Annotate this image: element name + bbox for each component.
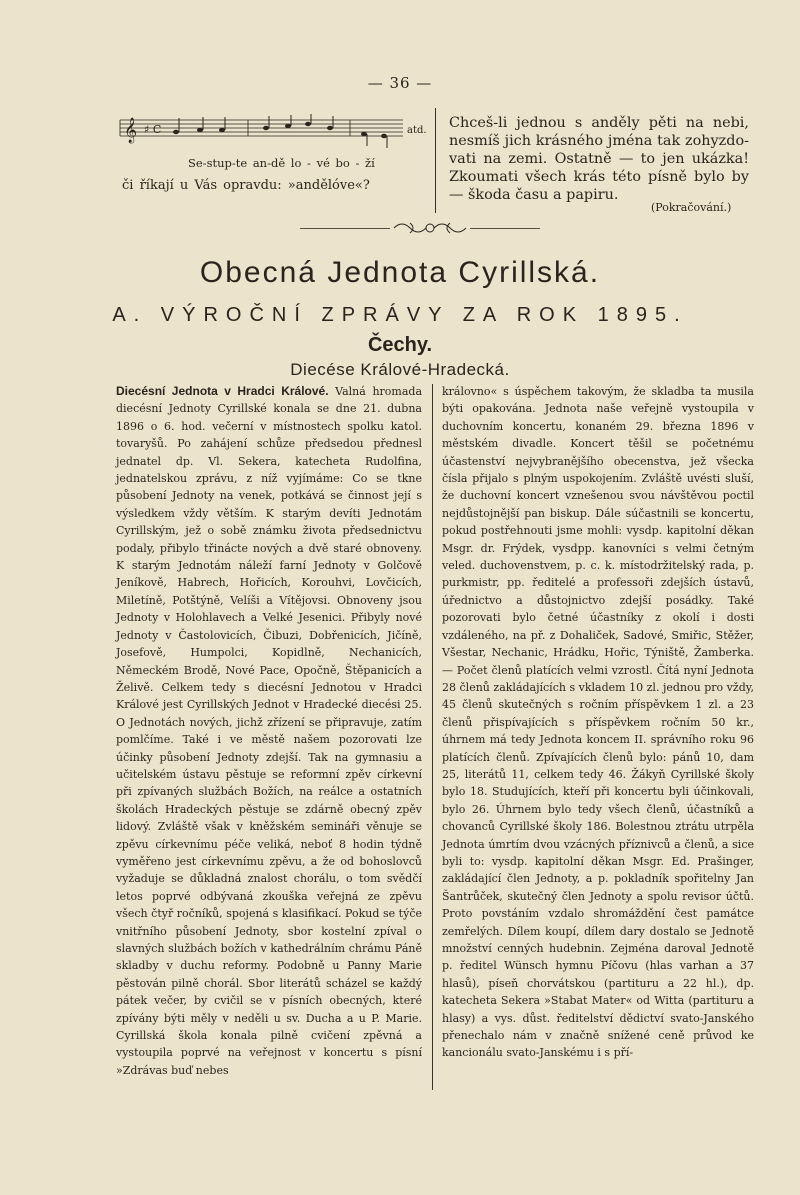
article-text-right: královno« s úspěchem takovým, že skladba ta musila býti opakována. Jednota naše veřejně vystoupila v duchovním koncertu, konaném 29. března 1896 v městském divadle. Koncert těšil se početnému účastenství nejvybranějšího obecenstva, jež všecka čísla přijalo s plným uspokojením. Zvláště uvésti sluší, že duchovní koncert vznešenou svou návštěvou poctil nejdůstojnější pan biskup. Dále súčastnili se koncertu, pokud postřehnouti jsme mohli: vysdp. kapitolní děkan Msgr. dr. Frýdek, vysdpp. kanovníci s velmi četným veled. duchovenstvem, p. c. k. místodržitelský rada, p. purkmistr, pp. ředitelé a professoři zdejších ústavů, úřednictvo a důstojnictvo zdejší posádky. Také pozorovati bylo četné účastníky z okolí i dosti vzdáleného, na př. z Dohaliček, Sadové, Smiřic, Stěžer, Všestar, Nechanic, Hrádku, Hořic, Týniště, Žamberka. — Počet členů platících velmi vzrostl. Čítá nyní Jednota 28 členů zakládajících s vkladem 10 zl. jednou pro vždy, 45 členů skutečných s ročním příspěvkem 1 zl. a 23 členů přispívajících s příspěvkem ročním 50 kr., úhrnem má tedy Jednota koncem II. správního roku 96 platících členů. Zpívajících členů bylo: pánů 10, dam 25, literátů 11, celkem tedy 46. Žákyň Cyrillské školy bylo 18. Studujících, kteří při koncertu byli účinkovali, bylo 26. Úhrnem bylo tedy všech členů, účastníků a chovanců Cyrillské školy 186. Bolestnou ztrátu utrpěla Jednota úmrtím dvou vzácných příznivců a členů, a sice byli to: vysdp. kapitolní děkan Msgr. Ed. Prašinger, zakládající člen Jednoty, a p. pokladník spořitelny Jan Šantrůček, skutečný člen Jednoty a spolu revisor účtů. Proto povstáním vzdalo shromáždění čest památce zemřelých. Dílem koupí, dílem dary dostalo se Jednotě množství cenných hudebnin. Zejména daroval Jednotě p. ředitel Wünsch hymnu Píčovu (hlas varhan a 37 hlasů), píseň chorvátskou (partituru a 22 hl.), dp. katecheta Sekera »Stabat Mater« od Witta (partituru a hlasy) a vys. důst. ředitelství dědictví svato-Janského přenechalo nám v značně snížené ceně průvod ke kancionálu svato-Janskému i s pří- xyxy=(442,385,754,1060)
article-column-left xyxy=(116,383,422,1079)
top-paragraph-line: nesmíš jich krásného jména tak zohyzdo- xyxy=(449,133,749,149)
top-paragraph-line: Zkoumati všech krás této písně bylo by xyxy=(449,169,749,185)
article-heading: Diecésní Jednota v Hradci Králové. xyxy=(116,384,329,398)
song-excerpt xyxy=(118,112,430,193)
continued-note: (Pokračování.) xyxy=(651,201,732,214)
music-etc-label: atd. xyxy=(407,125,427,136)
song-lyrics: Se-stup-te an-dě lo - vé bo - ží xyxy=(188,156,375,170)
top-paragraph-line: Chceš-li jednou s anděly pěti na nebi, xyxy=(449,115,749,131)
song-question: či říkají u Vás opravdu: »andělóve«? xyxy=(122,178,370,193)
top-paragraph xyxy=(449,114,749,204)
country-heading: Čechy. xyxy=(367,334,433,356)
music-staff xyxy=(118,112,413,156)
article-text-left: Valná hromada diecésní Jednoty Cyrillské konala se dne 21. dubna 1896 o 6. hod. večerní v místnostech spolku katol. tovaryšů. Po zahájení schůze předsedou přednesl jednatel dp. Vl. Sekera, katecheta Rudolfina, jednatelskou zprávu, z níž vyjímáme: Co se tkne působení Jednoty na venek, potkává se činnost její s výsledkem vždy větším. K starým devíti Jednotám Cyrillským, jež o sobě známku života předsednictvu podaly, přibylo třinácte nových a dvě staré obnoveny. K starým Jednotám náleží farní Jednoty v Golčově Jeníkově, Habrech, Hořicích, Korouhvi, Lovčicích, Miletíně, Potštýně, Velíši a Vítějovsi. Obnoveny jsou Jednoty v Holohlavech a Velké Jesenici. Přibyly nové Jednoty v Častolovicích, Čibuzi, Dobřenicích, Jičíně, Josefově, Humpolci, Kopidlně, Nechanicích, Německém Brodě, Nové Pace, Opočně, Štěpanicích a Želivě. Celkem tedy s diecésní Jednotou v Hradci Králové jest Cyrillských Jednot v Hradecké diecési 25. O Jednotách nových, jichž zřízení se připravuje, zatím pomlčíme. Také i ve městě našem pozorovati lze účinky působení Jednoty zdejší. Tak na gymnasiu a učitelském ústavu pěstuje se reformní zpěv církevní při zpívaných službách Božích, na reálce a ostatních školách Hradeckých pěstuje se zdárně obecný zpěv lidový. Zvláště však v kněžském semináři věnuje se zpěvu církevnímu péče veliká, neboť 8 hodin týdně vyměřeno jest církevnímu zpěvu, a že od bohoslovců vyžaduje se důkladná znalost chorálu, o tom svědčí letos poprvé odbývaná zkouška veřejná ze zpěvu všech čtyř ročníků, spojená s klasifikací. Pokud se týče vnitřního působení Jednoty, sbor kostelní zpíval o slavných službách božích v kathedrálním chrámu Páně skladby v duchu reformy. Podobně u Panny Marie pěstován pilně chorál. Sbor literátů scházel se každý pátek večer, by cvičil se v písních obecných, které zpívány býti měly v neděli u sv. Ducha a u P. Marie. Cyrillská škola konala pilně cvičení zpěvná a vystoupila poprvé na veřejnost v koncertu s písní »Zdrávas buď nebes xyxy=(116,385,422,1077)
top-paragraph-line: vati na zemi. Ostatně — to jen ukázka! xyxy=(449,151,749,167)
top-paragraph-line: — škoda času a papiru. xyxy=(449,187,619,203)
main-title: Obecná Jednota Cyrillská. xyxy=(199,256,601,289)
svg-text:𝄞: 𝄞 xyxy=(124,118,138,143)
svg-text:♯ C: ♯ C xyxy=(144,123,162,136)
column-divider xyxy=(432,384,433,1090)
top-column-divider xyxy=(435,108,436,213)
diocese-heading: Diecése Králové-Hradecká. xyxy=(290,360,510,379)
article-column-right xyxy=(442,383,754,1062)
sub-title: A. VÝROČNÍ ZPRÁVY ZA ROK 1895. xyxy=(112,304,688,326)
page-number: — 36 — xyxy=(367,74,433,92)
ornament-icon xyxy=(310,217,550,239)
